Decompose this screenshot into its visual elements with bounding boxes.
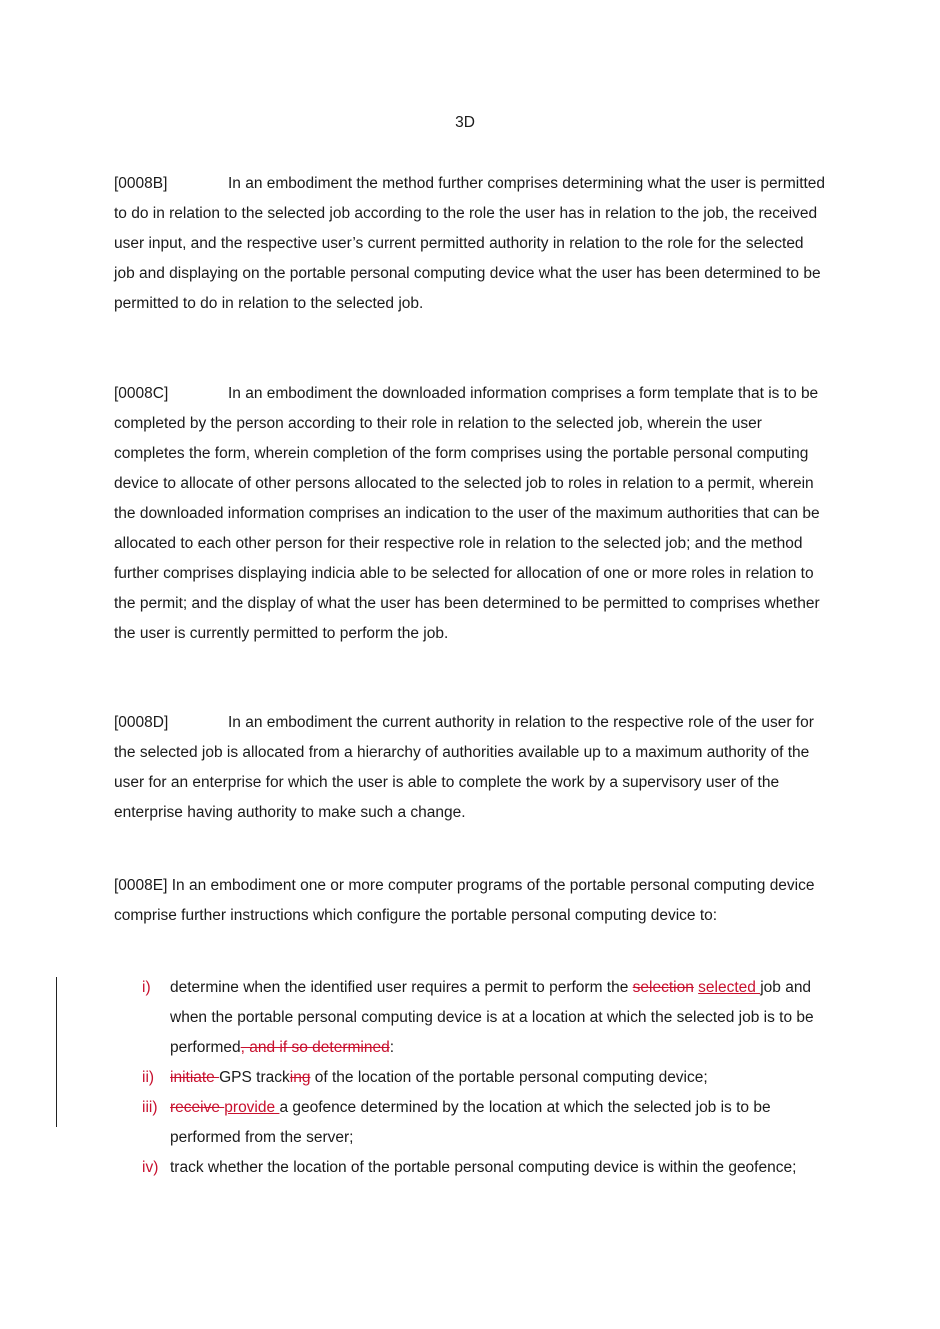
list-text: :: [389, 1039, 395, 1056]
list-item: [114, 1153, 828, 1183]
paragraph-number: [0008C]: [114, 385, 169, 402]
list-text: determine when the identified user requires a permit to perform the: [170, 979, 633, 996]
page-number: 3D: [455, 114, 475, 131]
deleted-text: , and if so determined: [240, 1039, 390, 1056]
list-item: [114, 1063, 828, 1093]
paragraph-0008e: [114, 871, 828, 931]
inserted-text: selected: [698, 979, 761, 996]
paragraph-text: In an embodiment the current authority in relation to the respective role of the user for the selected job is allocated from a hierarchy of authorities available up to a maximum authority of the user for an enterprise for which the user is able to complete the work by a supervisory user of the enterprise having authority to make such a change.: [114, 714, 814, 821]
list-text: track whether the location of the portable personal computing device is within the geofence;: [170, 1159, 797, 1176]
change-bar: [56, 977, 57, 1127]
list-item: [114, 1093, 828, 1153]
paragraph-number: [0008D]: [114, 714, 169, 731]
list-text: job and when the portable personal computing device is at a location at which the selected job is to be performed: [170, 979, 814, 1056]
list-item: [114, 973, 828, 1063]
list-marker: i): [142, 979, 151, 996]
deleted-text: initiate: [170, 1069, 220, 1086]
paragraph-text: In an embodiment one or more computer programs of the portable personal computing device comprise further instructions which configure the portable personal computing device to:: [114, 877, 815, 924]
list-text: GPS track: [219, 1069, 290, 1086]
list-marker: ii): [142, 1069, 155, 1086]
paragraph-0008d: [114, 708, 828, 828]
deleted-text: ing: [289, 1069, 311, 1086]
list-text: of the location of the portable personal computing device;: [310, 1069, 708, 1086]
paragraph-0008b: [114, 169, 828, 319]
claim-list: [114, 973, 828, 1183]
list-text: a geofence determined by the location at which the selected job is to be performed from the server;: [170, 1099, 771, 1146]
list-marker: iii): [142, 1099, 158, 1116]
paragraph-number: [0008E]: [114, 877, 168, 894]
paragraph-0008c: [114, 379, 828, 649]
paragraph-text: In an embodiment the method further comprises determining what the user is permitted to do in relation to the selected job according to the role the user has in relation to the job, the received user input, and the respective user’s current permitted authority in relation to the role for the selected job and displaying on the portable personal computing device what the user has been determined to be permitted to do in relation to the selected job.: [114, 175, 826, 312]
inserted-text: provide: [224, 1099, 280, 1116]
paragraph-number: [0008B]: [114, 175, 168, 192]
list-marker: iv): [142, 1159, 159, 1176]
deleted-text: receive: [170, 1099, 225, 1116]
paragraph-text: In an embodiment the downloaded information comprises a form template that is to be completed by the person according to their role in relation to the selected job, wherein the user completes the form, wherein completion of the form comprises using the portable personal computing device to allocate of other persons allocated to the selected job to roles in relation to a permit, wherein the downloaded information comprises an indication to the user of the maximum authorities that can be allocated to each other person for their respective role in relation to the selected job; and the method further comprises displaying indicia able to be selected for allocation of one or more roles in relation to the permit; and the display of what the user has been determined to be permitted to comprises whether the user is currently permitted to perform the job.: [114, 385, 820, 642]
deleted-text: selection: [632, 979, 694, 996]
